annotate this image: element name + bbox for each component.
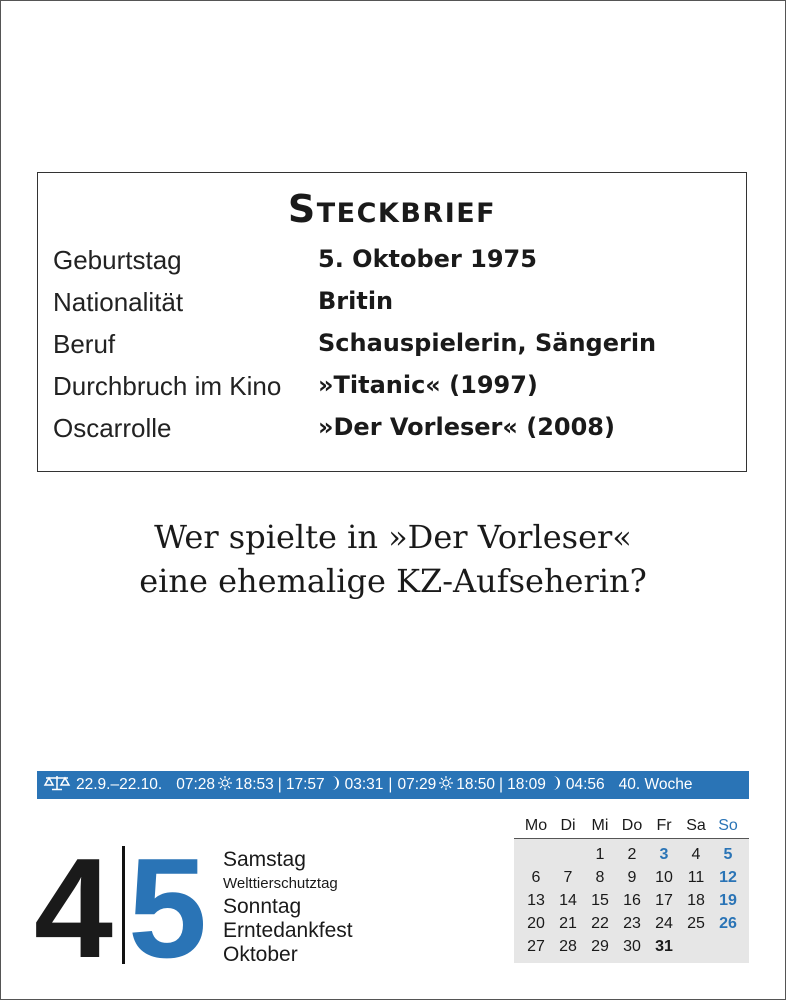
calendar-day: 3: [659, 846, 669, 863]
calendar-day: 25: [687, 915, 705, 932]
calendar-day: 17: [655, 892, 673, 909]
profile-row: [38, 287, 746, 327]
profile-row: [38, 245, 746, 285]
calendar-weekday-header: So: [718, 817, 738, 834]
calendar-day: 27: [527, 938, 545, 955]
sun-moonrise: 18:09: [507, 776, 546, 793]
calendar-weekday-header: Mo: [524, 817, 548, 834]
profile-value: »Der Vorleser« (2008): [318, 413, 615, 441]
calendar-day: 1: [595, 846, 605, 863]
day1-name: Samstag: [223, 848, 306, 871]
zodiac-range: 22.9.–22.10.: [76, 776, 163, 793]
profile-box: [37, 172, 747, 472]
sat-moonset: 03:31: [344, 776, 384, 793]
profile-row: [38, 371, 746, 411]
libra-icon: [43, 775, 71, 796]
calendar-day: 11: [687, 869, 705, 886]
calendar-day: 16: [623, 892, 641, 909]
profile-value: Britin: [318, 287, 394, 315]
day1-note: Welttierschutztag: [223, 875, 338, 892]
calendar-day: 10: [655, 869, 673, 886]
calendar-day: 28: [559, 938, 577, 955]
calendar-day: 20: [527, 915, 545, 932]
sat-sunrise: 07:28: [176, 776, 215, 793]
moon-icon: [330, 775, 340, 796]
profile-title: Steckbrief: [287, 187, 497, 231]
calendar-weekday-header: Fr: [656, 817, 672, 834]
sun-moonset: 04:56: [565, 776, 605, 793]
calendar-day: 31: [655, 938, 673, 955]
day2-note: Erntedankfest: [223, 919, 353, 942]
calendar-day: 22: [591, 915, 609, 932]
day-divider: [122, 846, 125, 964]
calendar-day: 19: [719, 892, 737, 909]
question-line-1: Wer spielte in »Der Vorleser«: [154, 518, 632, 556]
profile-label: Oscarrolle: [53, 413, 172, 443]
month-name: Oktober: [223, 943, 298, 966]
calendar-day: 18: [687, 892, 705, 909]
profile-value: »Titanic« (1997): [318, 371, 538, 399]
profile-label: Geburtstag: [53, 245, 182, 275]
calendar-day: 7: [563, 869, 573, 886]
week-number: 40. Woche: [618, 776, 693, 793]
profile-label: Beruf: [53, 329, 116, 359]
day-number-sunday: 5: [128, 829, 203, 988]
moon-icon: [551, 775, 561, 796]
calendar-day: 21: [559, 915, 577, 932]
day2-name: Sonntag: [223, 895, 302, 918]
sun-icon: [437, 775, 455, 796]
calendar-day: 29: [591, 938, 609, 955]
calendar-day: 12: [719, 869, 737, 886]
profile-value: 5. Oktober 1975: [318, 245, 537, 273]
calendar-day: 13: [527, 892, 545, 909]
calendar-day: 8: [595, 869, 605, 886]
calendar-day: 26: [719, 915, 737, 932]
month-calendar: [514, 813, 749, 963]
profile-row: [38, 329, 746, 369]
sun-icon: [216, 775, 234, 796]
calendar-day: 4: [691, 846, 701, 863]
calendar-weekday-header: Do: [621, 817, 643, 834]
calendar-day: 23: [623, 915, 641, 932]
calendar-day: 9: [627, 869, 637, 886]
calendar-day: 15: [591, 892, 609, 909]
profile-label: Nationalität: [53, 287, 184, 317]
calendar-day: 6: [531, 869, 541, 886]
question-line-2: eine ehemalige KZ-Aufseherin?: [139, 562, 647, 600]
calendar-day: 14: [559, 892, 577, 909]
sun-sunrise: 07:29: [397, 776, 437, 793]
info-bar: 22.9.–22.10. 07:28 18:53 | 17:57 03:31 | 07:29 18:50 | 18:09 04:56 40. Woche: [37, 771, 749, 799]
calendar-weekday-header: Sa: [686, 817, 706, 834]
calendar-weekday-header: Di: [560, 817, 576, 834]
calendar-day: 30: [623, 938, 641, 955]
sat-moonrise: 17:57: [285, 776, 325, 793]
calendar-day: 5: [723, 846, 733, 863]
profile-value: Schauspielerin, Sängerin: [318, 329, 657, 357]
calendar-day: 24: [655, 915, 673, 932]
profile-label: Durchbruch im Kino: [53, 371, 282, 401]
sun-sunset: 18:50: [456, 776, 496, 793]
sat-sunset: 18:53: [235, 776, 274, 793]
calendar-weekday-header: Mi: [591, 817, 609, 834]
calendar-day: 2: [627, 846, 637, 863]
day-number-saturday: 4: [34, 829, 109, 988]
profile-row: [38, 413, 746, 453]
